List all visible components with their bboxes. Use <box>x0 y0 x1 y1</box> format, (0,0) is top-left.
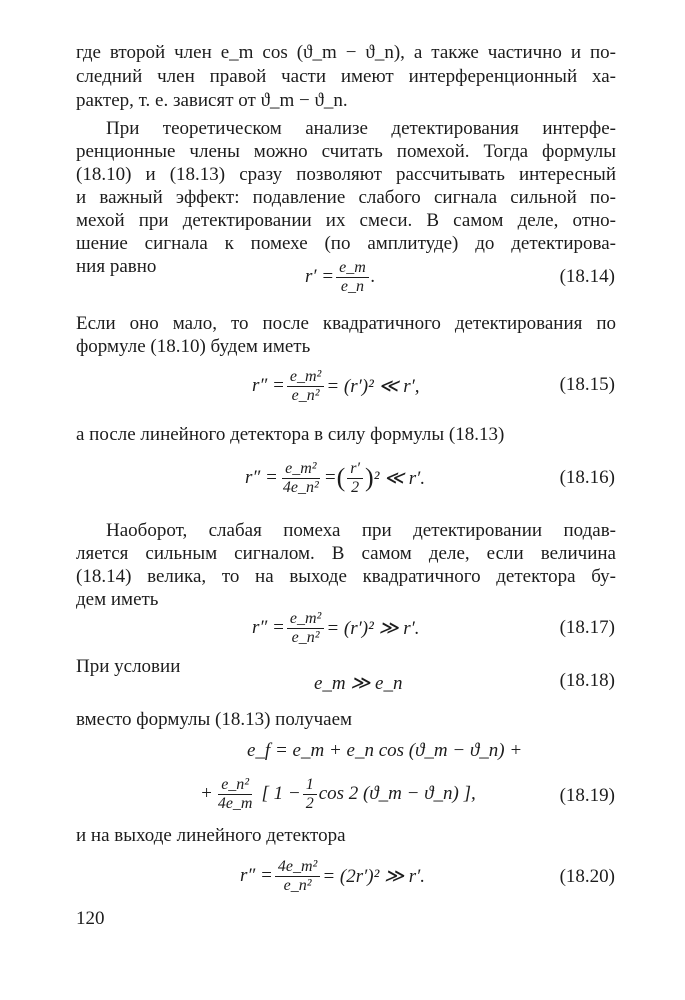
equation-18-14 <box>305 257 376 297</box>
text-line: шение сигнала к помехе (по амплитуде) до детектирова- <box>76 233 616 254</box>
fraction <box>280 460 322 497</box>
eq-tail: = (r′)² ≫ r′. <box>326 617 420 639</box>
eq-lhs: r″ = <box>245 467 278 488</box>
fraction <box>275 858 320 895</box>
fraction-numerator: r′ <box>347 460 363 479</box>
equation-18-17 <box>252 606 420 650</box>
fraction-denominator: 2 <box>305 794 314 812</box>
fraction-numerator: e_m² <box>282 460 319 479</box>
fraction-denominator: e_n² <box>291 386 320 404</box>
equation-number: (18.20) <box>559 866 615 887</box>
text-line: и на выходе линейного детектора <box>76 825 346 846</box>
text-line: где второй член e_m cos (ϑ_m − ϑ_n), а также частично и по- <box>76 42 616 63</box>
equation-18-18: e_m ≫ e_n <box>314 673 403 694</box>
text-line: дем иметь <box>76 589 159 610</box>
fraction <box>287 610 324 647</box>
equation-number: (18.18) <box>559 670 615 691</box>
fraction-numerator: 1 <box>303 776 317 795</box>
text-line: ренционные члены можно считать помехой. Тогда формулы <box>76 141 616 162</box>
text-line: и важный эффект: подавление слабого сигнала сильной по- <box>76 187 616 208</box>
fraction-numerator: e_m² <box>287 368 324 387</box>
eq-equals: = <box>323 467 337 488</box>
equation-18-19-line1: e_f = e_m + e_n cos (ϑ_m − ϑ_n) + <box>247 740 523 761</box>
text-line: При теоретическом анализе детектирования интерфе- <box>106 118 616 139</box>
eq-tail: = (r′)² ≪ r′, <box>326 375 420 397</box>
fraction-denominator: e_n² <box>291 628 320 646</box>
eq-bracket-open: [ 1 − <box>261 783 301 804</box>
eq-plus: + <box>200 783 213 804</box>
equation-18-15 <box>252 364 420 408</box>
fraction <box>336 259 369 296</box>
text-line: Наоборот, слабая помеха при детектировании подав- <box>106 520 616 541</box>
eq-lhs: r″ = <box>252 617 285 638</box>
eq-tail: = (2r′)² ≫ r′. <box>322 865 426 887</box>
eq-lhs: r″ = <box>240 865 273 886</box>
eq-bracket-close: cos 2 (ϑ_m − ϑ_n) ], <box>318 783 476 804</box>
fraction-denominator: e_n <box>340 277 364 295</box>
fraction <box>287 368 324 405</box>
eq-lhs: r″ = <box>252 375 285 396</box>
eq-tail: . <box>370 266 376 287</box>
eq-tail: ² ≪ r′. <box>373 467 426 489</box>
fraction <box>347 460 363 497</box>
text-line: (18.10) и (18.13) сразу позволяют рассчитывать интересный <box>76 164 616 185</box>
text-line: рактер, т. е. зависят от ϑ_m − ϑ_n. <box>76 90 348 111</box>
text-line: При условии <box>76 656 181 677</box>
text-line: ляется сильным сигналом. В самом деле, если величина <box>76 543 616 564</box>
fraction-denominator: 4e_n² <box>282 478 319 496</box>
fraction-denominator: e_n² <box>283 876 312 894</box>
equation-number: (18.17) <box>559 617 615 638</box>
equation-18-20 <box>240 852 425 900</box>
text-line: Если оно мало, то после квадратичного детектирования по <box>76 313 616 334</box>
equation-number: (18.14) <box>559 266 615 287</box>
text-line: вместо формулы (18.13) получаем <box>76 709 353 730</box>
fraction <box>215 776 256 813</box>
paren-close: ) <box>365 463 374 492</box>
fraction-numerator: 4e_m² <box>275 858 320 877</box>
eq-lhs: r′ = <box>305 266 335 287</box>
fraction-denominator: 4e_m <box>217 794 253 812</box>
fraction-numerator: e_m <box>336 259 369 278</box>
fraction <box>303 776 317 813</box>
text-line: формуле (18.10) будем иметь <box>76 336 311 357</box>
fraction-numerator: e_n² <box>218 776 252 795</box>
equation-number: (18.16) <box>559 467 615 488</box>
fraction-denominator: 2 <box>351 478 360 496</box>
equation-18-19-line2 <box>200 770 476 818</box>
fraction-numerator: e_m² <box>287 610 324 629</box>
text-line: мехой при детектировании их смеси. В самом деле, отно- <box>76 210 616 231</box>
text-line: ния равно <box>76 256 157 277</box>
text-line: а после линейного детектора в силу формулы (18.13) <box>76 424 505 445</box>
equation-number: (18.15) <box>559 374 615 395</box>
equation-number: (18.19) <box>559 785 615 806</box>
text-line: (18.14) велика, то на выходе квадратичного детектора бу- <box>76 566 616 587</box>
page-number: 120 <box>76 908 105 929</box>
equation-18-16 <box>245 456 425 500</box>
text-line: следний член правой части имеют интерференционный ха- <box>76 66 616 87</box>
paren-open: ( <box>336 463 346 492</box>
